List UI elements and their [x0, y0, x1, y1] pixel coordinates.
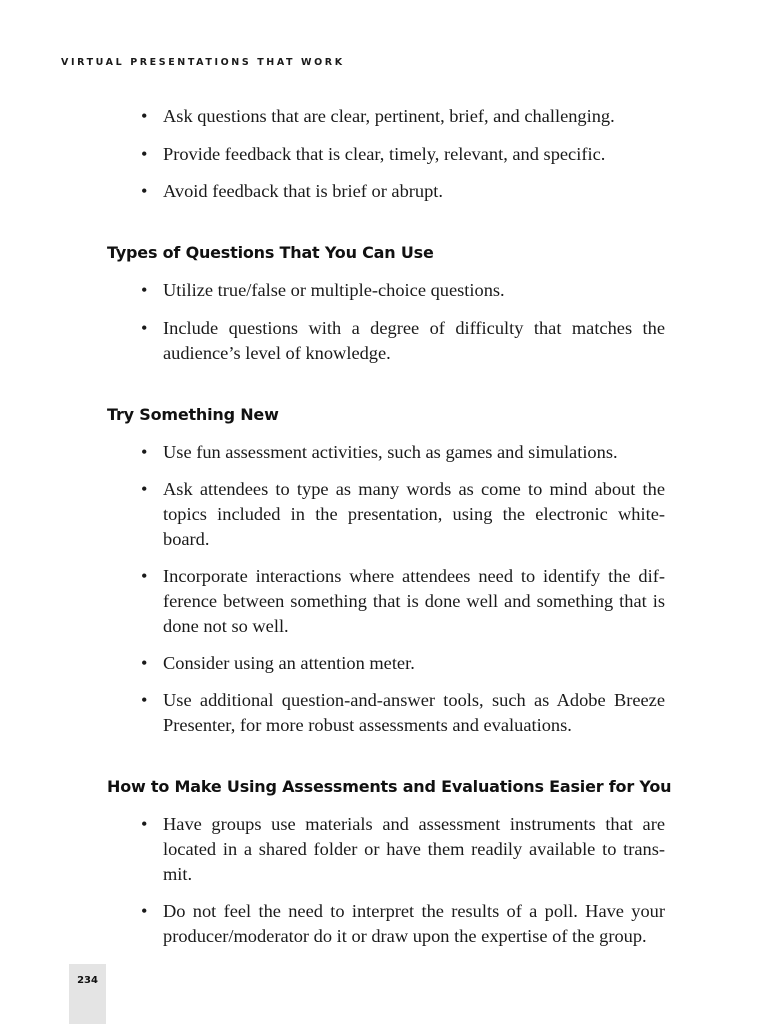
bullet-marker: •	[141, 901, 148, 921]
list-item	[141, 899, 665, 949]
running-head: VIRTUAL PRESENTATIONS THAT WORK	[61, 57, 345, 68]
bullet-marker: •	[141, 280, 148, 300]
list-item-text: Incorporate interactions where attendees need to identify the dif-ference between something that is done well and something that is done not so well.	[163, 566, 665, 636]
list-item-text: Utilize true/false or multiple-choice questions.	[163, 280, 505, 300]
page-number: 234	[77, 975, 98, 986]
list-item-text: Include questions with a degree of difficulty that matches the audience’s level of knowledge.	[163, 318, 665, 363]
bullet-marker: •	[141, 442, 148, 462]
page-number-tab	[69, 964, 106, 1024]
list-item	[141, 812, 665, 887]
list-item	[141, 179, 665, 204]
section-heading: Types of Questions That You Can Use	[107, 243, 434, 262]
list-item	[141, 316, 665, 366]
list-item-text: Use fun assessment activities, such as games and simulations.	[163, 442, 618, 462]
list-item	[141, 564, 665, 639]
bullet-marker: •	[141, 144, 148, 164]
list-item	[141, 477, 665, 552]
bullet-marker: •	[141, 566, 148, 586]
list-item	[141, 278, 665, 303]
section-heading: How to Make Using Assessments and Evaluations Easier for You	[107, 777, 672, 796]
list-item-text: Do not feel the need to interpret the results of a poll. Have your producer/moderator do it or draw upon the expertise of the group.	[163, 901, 665, 946]
list-item	[141, 104, 665, 129]
list-item	[141, 651, 665, 676]
bullet-marker: •	[141, 106, 148, 126]
list-item-text: Consider using an attention meter.	[163, 653, 415, 673]
bullet-marker: •	[141, 479, 148, 499]
bullet-marker: •	[141, 690, 148, 710]
list-item-text: Avoid feedback that is brief or abrupt.	[163, 181, 444, 201]
list-item	[141, 142, 665, 167]
list-item-text: Have groups use materials and assessment instruments that are located in a shared folder or have them readily available to trans-mit.	[163, 814, 665, 884]
list-item-text: Provide feedback that is clear, timely, relevant, and specific.	[163, 144, 606, 164]
list-item-text: Ask questions that are clear, pertinent, brief, and challenging.	[163, 106, 615, 126]
bullet-marker: •	[141, 181, 148, 201]
list-item	[141, 440, 665, 465]
list-item-text: Ask attendees to type as many words as come to mind about the topics included in the presentation, using the electronic white-board.	[163, 479, 665, 549]
bullet-marker: •	[141, 653, 148, 673]
section-heading: Try Something New	[107, 405, 279, 424]
list-item	[141, 688, 665, 738]
bullet-marker: •	[141, 318, 148, 338]
bullet-marker: •	[141, 814, 148, 834]
list-item-text: Use additional question-and-answer tools, such as Adobe Breeze Presenter, for more robust assessments and evaluations.	[163, 690, 665, 735]
